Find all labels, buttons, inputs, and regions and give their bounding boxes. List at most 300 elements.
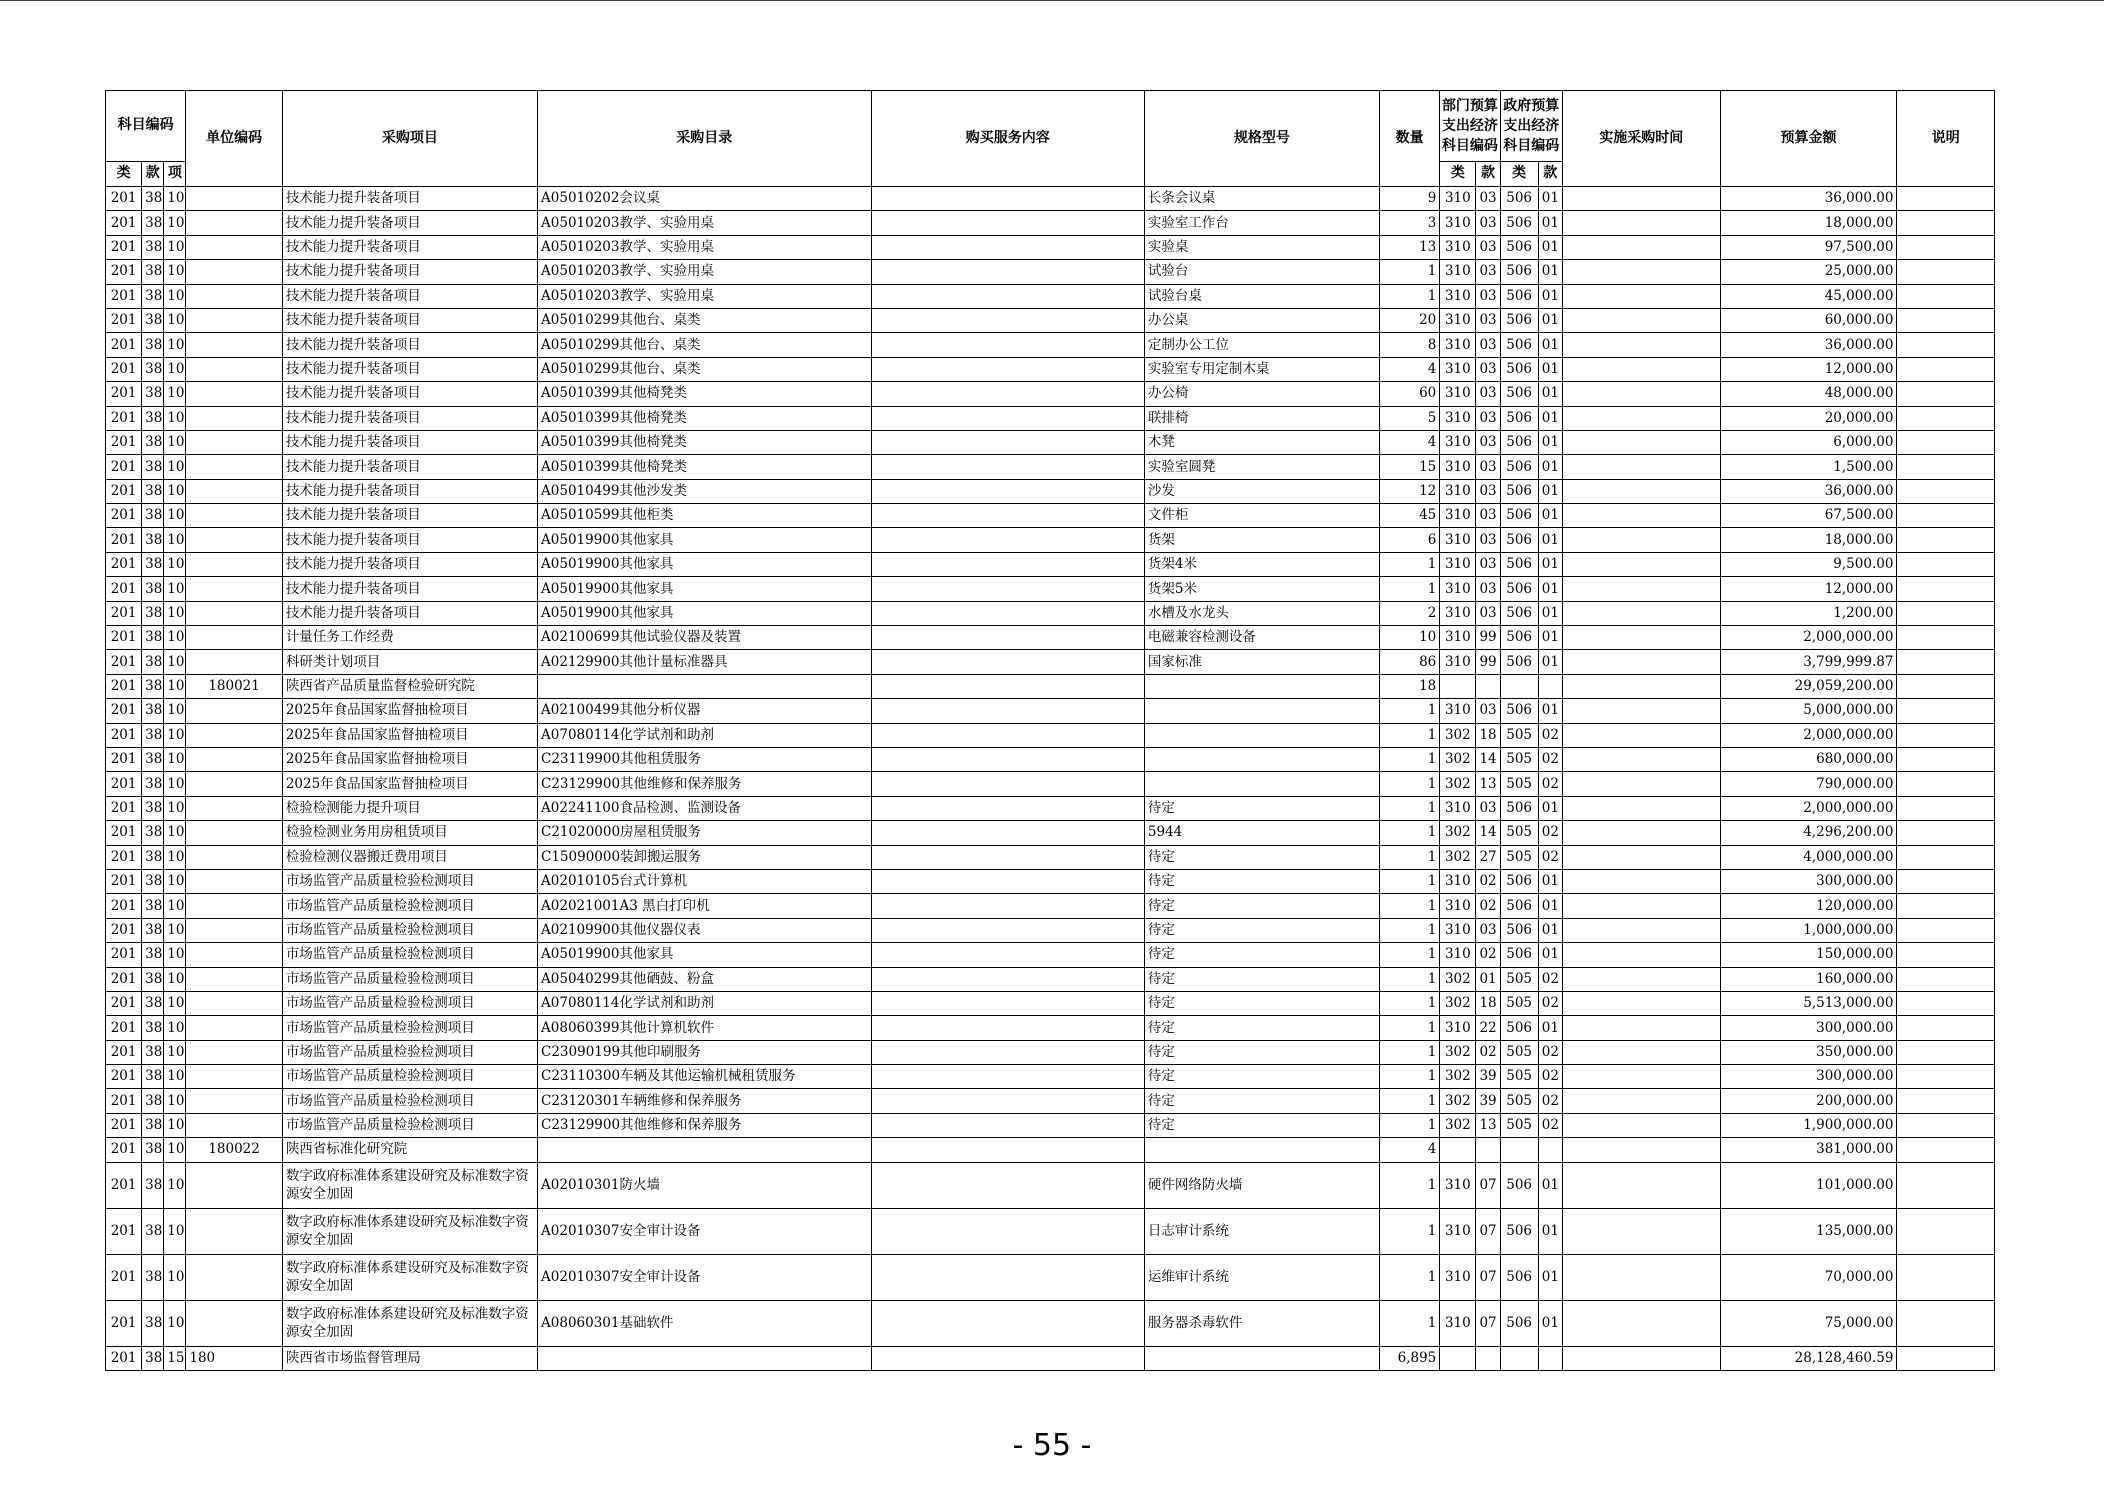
cell-project: 技术能力提升装备项目 (282, 504, 537, 528)
cell-gov-lei: 505 (1500, 845, 1538, 869)
cell-note (1897, 1138, 1995, 1162)
cell-xiang: 10 (164, 211, 186, 235)
cell-project: 技术能力提升装备项目 (282, 430, 537, 454)
procurement-table (105, 90, 1995, 1371)
cell-unit-code (186, 1254, 282, 1300)
cell-dept-lei: 302 (1440, 991, 1476, 1015)
header-xiang: 项 (164, 162, 186, 187)
cell-catalog: A05019900其他家具 (538, 528, 872, 552)
cell-unit-code (186, 1089, 282, 1113)
cell-spec: 5944 (1144, 821, 1379, 845)
cell-qty: 1 (1380, 894, 1440, 918)
cell-dept-lei: 310 (1440, 333, 1476, 357)
table-row (106, 382, 1995, 406)
cell-note (1897, 455, 1995, 479)
cell-dept-kuan: 18 (1476, 723, 1500, 747)
cell-kuan: 38 (142, 821, 164, 845)
table-row (106, 1016, 1995, 1040)
cell-unit-code (186, 650, 282, 674)
table-row (106, 869, 1995, 893)
cell-catalog: A05010299其他台、桌类 (538, 308, 872, 332)
cell-lei: 201 (106, 1300, 142, 1346)
cell-dept-kuan: 03 (1476, 577, 1500, 601)
cell-lei: 201 (106, 333, 142, 357)
cell-dept-lei: 302 (1440, 1089, 1476, 1113)
cell-gov-kuan: 01 (1538, 357, 1562, 381)
cell-amount: 36,000.00 (1720, 479, 1897, 503)
cell-lei: 201 (106, 943, 142, 967)
cell-gov-lei (1500, 674, 1538, 698)
cell-service (871, 479, 1144, 503)
table-row (106, 1300, 1995, 1346)
header-gov-econ: 政府预算支出经济科目编码 (1500, 91, 1562, 162)
cell-kuan: 38 (142, 796, 164, 820)
cell-service (871, 1346, 1144, 1370)
cell-xiang: 10 (164, 382, 186, 406)
cell-unit-code (186, 723, 282, 747)
cell-kuan: 38 (142, 1089, 164, 1113)
cell-amount: 18,000.00 (1720, 211, 1897, 235)
table-row (106, 211, 1995, 235)
cell-kuan: 38 (142, 479, 164, 503)
cell-spec (1144, 674, 1379, 698)
cell-xiang: 10 (164, 650, 186, 674)
cell-time (1562, 455, 1720, 479)
cell-time (1562, 357, 1720, 381)
cell-service (871, 918, 1144, 942)
cell-project: 检验检测仪器搬迁费用项目 (282, 845, 537, 869)
cell-kuan: 38 (142, 528, 164, 552)
table-row (106, 333, 1995, 357)
header-note: 说明 (1897, 91, 1995, 187)
cell-gov-kuan (1538, 1346, 1562, 1370)
cell-service (871, 357, 1144, 381)
cell-gov-kuan: 02 (1538, 723, 1562, 747)
cell-qty: 18 (1380, 674, 1440, 698)
cell-amount: 2,000,000.00 (1720, 626, 1897, 650)
table-row (106, 357, 1995, 381)
cell-lei: 201 (106, 1089, 142, 1113)
cell-dept-kuan: 03 (1476, 211, 1500, 235)
cell-qty: 8 (1380, 333, 1440, 357)
cell-dept-lei: 310 (1440, 284, 1476, 308)
cell-project: 技术能力提升装备项目 (282, 284, 537, 308)
cell-project: 技术能力提升装备项目 (282, 528, 537, 552)
cell-dept-lei: 302 (1440, 1040, 1476, 1064)
cell-lei: 201 (106, 723, 142, 747)
cell-time (1562, 528, 1720, 552)
cell-service (871, 1040, 1144, 1064)
cell-unit-code (186, 1162, 282, 1208)
cell-dept-kuan: 03 (1476, 308, 1500, 332)
cell-service (871, 747, 1144, 771)
cell-kuan: 38 (142, 894, 164, 918)
cell-dept-lei: 310 (1440, 382, 1476, 406)
cell-amount: 4,296,200.00 (1720, 821, 1897, 845)
cell-project: 数字政府标准体系建设研究及标准数字资源安全加固 (282, 1162, 537, 1208)
cell-amount: 120,000.00 (1720, 894, 1897, 918)
cell-project: 2025年食品国家监督抽检项目 (282, 772, 537, 796)
header-project: 采购项目 (282, 91, 537, 187)
cell-xiang: 10 (164, 967, 186, 991)
cell-note (1897, 1254, 1995, 1300)
cell-kuan: 38 (142, 1138, 164, 1162)
cell-dept-lei: 310 (1440, 479, 1476, 503)
cell-unit-code (186, 235, 282, 259)
header-dept-econ: 部门预算支出经济科目编码 (1440, 91, 1500, 162)
cell-catalog: C23110300车辆及其他运输机械租赁服务 (538, 1065, 872, 1089)
cell-gov-kuan: 01 (1538, 650, 1562, 674)
cell-time (1562, 260, 1720, 284)
cell-dept-lei (1440, 1346, 1476, 1370)
cell-xiang: 10 (164, 260, 186, 284)
cell-xiang: 10 (164, 1254, 186, 1300)
cell-lei: 201 (106, 1346, 142, 1370)
cell-gov-kuan: 01 (1538, 1162, 1562, 1208)
cell-spec (1144, 1138, 1379, 1162)
cell-catalog: C23090199其他印刷服务 (538, 1040, 872, 1064)
cell-dept-lei: 302 (1440, 747, 1476, 771)
cell-spec (1144, 1346, 1379, 1370)
cell-amount: 97,500.00 (1720, 235, 1897, 259)
cell-project: 市场监管产品质量检验检测项目 (282, 918, 537, 942)
cell-spec: 待定 (1144, 1065, 1379, 1089)
cell-dept-kuan: 03 (1476, 528, 1500, 552)
header-dept-lei: 类 (1440, 162, 1476, 187)
cell-unit-code (186, 1016, 282, 1040)
cell-xiang: 10 (164, 1089, 186, 1113)
cell-note (1897, 918, 1995, 942)
cell-note (1897, 430, 1995, 454)
cell-project: 技术能力提升装备项目 (282, 552, 537, 576)
cell-gov-kuan: 02 (1538, 991, 1562, 1015)
cell-xiang: 10 (164, 1208, 186, 1254)
cell-gov-kuan: 01 (1538, 552, 1562, 576)
cell-note (1897, 1113, 1995, 1137)
cell-project: 市场监管产品质量检验检测项目 (282, 943, 537, 967)
cell-qty: 1 (1380, 1016, 1440, 1040)
cell-gov-kuan: 02 (1538, 1065, 1562, 1089)
cell-amount: 381,000.00 (1720, 1138, 1897, 1162)
cell-xiang: 10 (164, 1065, 186, 1089)
cell-project: 技术能力提升装备项目 (282, 382, 537, 406)
cell-amount: 680,000.00 (1720, 747, 1897, 771)
cell-gov-kuan: 02 (1538, 1113, 1562, 1137)
cell-unit-code (186, 845, 282, 869)
cell-amount: 20,000.00 (1720, 406, 1897, 430)
table-row (106, 528, 1995, 552)
cell-service (871, 1065, 1144, 1089)
cell-catalog (538, 1346, 872, 1370)
table-row (106, 626, 1995, 650)
cell-catalog: A05010203教学、实验用桌 (538, 235, 872, 259)
cell-service (871, 796, 1144, 820)
cell-dept-kuan: 99 (1476, 626, 1500, 650)
cell-catalog: A05010399其他椅凳类 (538, 406, 872, 430)
cell-kuan: 38 (142, 357, 164, 381)
cell-service (871, 260, 1144, 284)
cell-kuan: 38 (142, 308, 164, 332)
cell-unit-code (186, 1040, 282, 1064)
cell-gov-kuan: 01 (1538, 796, 1562, 820)
cell-time (1562, 967, 1720, 991)
cell-note (1897, 674, 1995, 698)
cell-project: 技术能力提升装备项目 (282, 577, 537, 601)
cell-gov-lei: 506 (1500, 211, 1538, 235)
cell-amount: 300,000.00 (1720, 869, 1897, 893)
cell-dept-lei: 310 (1440, 626, 1476, 650)
cell-spec: 硬件网络防火墙 (1144, 1162, 1379, 1208)
cell-dept-lei: 310 (1440, 1254, 1476, 1300)
cell-service (871, 869, 1144, 893)
table-row (106, 918, 1995, 942)
cell-gov-kuan: 01 (1538, 479, 1562, 503)
cell-unit-code (186, 260, 282, 284)
cell-gov-kuan: 01 (1538, 235, 1562, 259)
cell-note (1897, 1300, 1995, 1346)
table-row (106, 821, 1995, 845)
cell-qty: 1 (1380, 1254, 1440, 1300)
cell-kuan: 38 (142, 601, 164, 625)
cell-spec: 办公椅 (1144, 382, 1379, 406)
cell-spec: 实验室工作台 (1144, 211, 1379, 235)
cell-lei: 201 (106, 674, 142, 698)
cell-catalog: C21020000房屋租赁服务 (538, 821, 872, 845)
cell-qty: 1 (1380, 699, 1440, 723)
cell-catalog: A02021001A3 黑白打印机 (538, 894, 872, 918)
cell-gov-lei: 506 (1500, 1016, 1538, 1040)
cell-spec (1144, 699, 1379, 723)
cell-amount: 135,000.00 (1720, 1208, 1897, 1254)
cell-amount: 60,000.00 (1720, 308, 1897, 332)
table-row (106, 235, 1995, 259)
cell-qty: 6 (1380, 528, 1440, 552)
cell-project: 技术能力提升装备项目 (282, 211, 537, 235)
cell-qty: 1 (1380, 1089, 1440, 1113)
cell-note (1897, 894, 1995, 918)
cell-amount: 3,799,999.87 (1720, 650, 1897, 674)
cell-unit-code: 180021 (186, 674, 282, 698)
cell-time (1562, 991, 1720, 1015)
cell-xiang: 15 (164, 1346, 186, 1370)
cell-note (1897, 528, 1995, 552)
cell-lei: 201 (106, 772, 142, 796)
cell-unit-code (186, 699, 282, 723)
cell-time (1562, 943, 1720, 967)
cell-note (1897, 504, 1995, 528)
cell-unit-code (186, 991, 282, 1015)
cell-dept-kuan: 03 (1476, 406, 1500, 430)
cell-catalog: A05010203教学、实验用桌 (538, 260, 872, 284)
cell-catalog: A05019900其他家具 (538, 943, 872, 967)
cell-unit-code (186, 869, 282, 893)
cell-service (871, 1162, 1144, 1208)
cell-kuan: 38 (142, 504, 164, 528)
cell-amount: 200,000.00 (1720, 1089, 1897, 1113)
cell-qty: 4 (1380, 357, 1440, 381)
cell-kuan: 38 (142, 650, 164, 674)
cell-dept-kuan: 03 (1476, 382, 1500, 406)
cell-gov-lei: 505 (1500, 991, 1538, 1015)
cell-project: 2025年食品国家监督抽检项目 (282, 723, 537, 747)
cell-dept-kuan: 18 (1476, 991, 1500, 1015)
cell-service (871, 1016, 1144, 1040)
cell-lei: 201 (106, 991, 142, 1015)
cell-spec (1144, 747, 1379, 771)
cell-xiang: 10 (164, 1016, 186, 1040)
cell-service (871, 504, 1144, 528)
cell-lei: 201 (106, 918, 142, 942)
cell-catalog: A05010203教学、实验用桌 (538, 211, 872, 235)
cell-kuan: 38 (142, 552, 164, 576)
table-row (106, 650, 1995, 674)
header-dept-kuan: 款 (1476, 162, 1500, 187)
cell-service (871, 455, 1144, 479)
cell-amount: 1,000,000.00 (1720, 918, 1897, 942)
cell-time (1562, 1300, 1720, 1346)
table-row (106, 772, 1995, 796)
cell-dept-lei: 310 (1440, 869, 1476, 893)
cell-spec (1144, 723, 1379, 747)
cell-unit-code (186, 308, 282, 332)
cell-amount: 12,000.00 (1720, 577, 1897, 601)
cell-unit-code (186, 1065, 282, 1089)
table-row (106, 991, 1995, 1015)
cell-gov-lei: 506 (1500, 308, 1538, 332)
cell-xiang: 10 (164, 772, 186, 796)
cell-note (1897, 1040, 1995, 1064)
cell-time (1562, 1138, 1720, 1162)
cell-time (1562, 747, 1720, 771)
cell-gov-lei: 506 (1500, 577, 1538, 601)
cell-dept-lei (1440, 1138, 1476, 1162)
cell-note (1897, 479, 1995, 503)
cell-gov-lei: 506 (1500, 455, 1538, 479)
cell-qty: 1 (1380, 1113, 1440, 1137)
cell-kuan: 38 (142, 723, 164, 747)
cell-amount: 101,000.00 (1720, 1162, 1897, 1208)
cell-xiang: 10 (164, 723, 186, 747)
cell-gov-kuan (1538, 1138, 1562, 1162)
cell-amount: 5,000,000.00 (1720, 699, 1897, 723)
cell-unit-code (186, 821, 282, 845)
cell-service (871, 894, 1144, 918)
cell-project: 技术能力提升装备项目 (282, 601, 537, 625)
cell-lei: 201 (106, 187, 142, 211)
cell-kuan: 38 (142, 1065, 164, 1089)
cell-unit-code (186, 504, 282, 528)
cell-service (871, 772, 1144, 796)
header-kuan: 款 (142, 162, 164, 187)
cell-gov-lei (1500, 1138, 1538, 1162)
cell-gov-kuan: 01 (1538, 187, 1562, 211)
cell-unit-code (186, 382, 282, 406)
cell-service (871, 943, 1144, 967)
cell-unit-code (186, 747, 282, 771)
cell-project: 技术能力提升装备项目 (282, 479, 537, 503)
cell-catalog: C23129900其他维修和保养服务 (538, 1113, 872, 1137)
cell-gov-lei: 506 (1500, 918, 1538, 942)
cell-service (871, 235, 1144, 259)
table-row (106, 601, 1995, 625)
cell-spec: 待定 (1144, 991, 1379, 1015)
cell-xiang: 10 (164, 333, 186, 357)
cell-catalog: A07080114化学试剂和助剂 (538, 723, 872, 747)
cell-amount: 28,128,460.59 (1720, 1346, 1897, 1370)
cell-qty: 1 (1380, 260, 1440, 284)
cell-catalog: A05010399其他椅凳类 (538, 430, 872, 454)
cell-dept-kuan: 07 (1476, 1208, 1500, 1254)
cell-kuan: 38 (142, 626, 164, 650)
cell-amount: 2,000,000.00 (1720, 796, 1897, 820)
cell-spec: 试验台 (1144, 260, 1379, 284)
cell-catalog: A05010299其他台、桌类 (538, 357, 872, 381)
cell-project: 技术能力提升装备项目 (282, 406, 537, 430)
cell-qty: 2 (1380, 601, 1440, 625)
header-service: 购买服务内容 (871, 91, 1144, 187)
cell-unit-code: 180 (186, 1346, 282, 1370)
cell-spec: 待定 (1144, 1089, 1379, 1113)
table-row (106, 674, 1995, 698)
cell-unit-code (186, 577, 282, 601)
cell-service (871, 1089, 1144, 1113)
cell-time (1562, 918, 1720, 942)
cell-gov-lei: 505 (1500, 1113, 1538, 1137)
cell-time (1562, 772, 1720, 796)
cell-project: 市场监管产品质量检验检测项目 (282, 967, 537, 991)
page-number: - 55 - (1012, 1428, 1092, 1463)
cell-unit-code (186, 626, 282, 650)
cell-dept-kuan: 22 (1476, 1016, 1500, 1040)
cell-note (1897, 187, 1995, 211)
cell-gov-lei (1500, 1346, 1538, 1370)
cell-kuan: 38 (142, 430, 164, 454)
cell-project: 技术能力提升装备项目 (282, 235, 537, 259)
cell-catalog: A02241100食品检测、监测设备 (538, 796, 872, 820)
cell-time (1562, 869, 1720, 893)
cell-qty: 1 (1380, 821, 1440, 845)
header-unit-code: 单位编码 (186, 91, 282, 187)
table-row (106, 284, 1995, 308)
cell-gov-lei: 506 (1500, 943, 1538, 967)
cell-dept-kuan: 39 (1476, 1065, 1500, 1089)
cell-time (1562, 187, 1720, 211)
cell-time (1562, 1065, 1720, 1089)
cell-kuan: 38 (142, 1162, 164, 1208)
cell-gov-lei: 505 (1500, 772, 1538, 796)
cell-service (871, 1138, 1144, 1162)
header-amount: 预算金额 (1720, 91, 1897, 187)
cell-project: 2025年食品国家监督抽检项目 (282, 699, 537, 723)
header-spec: 规格型号 (1144, 91, 1379, 187)
cell-xiang: 10 (164, 1138, 186, 1162)
cell-service (871, 333, 1144, 357)
cell-time (1562, 674, 1720, 698)
cell-time (1562, 406, 1720, 430)
cell-dept-lei: 310 (1440, 1208, 1476, 1254)
cell-lei: 201 (106, 406, 142, 430)
table-row (106, 406, 1995, 430)
cell-spec: 待定 (1144, 943, 1379, 967)
cell-dept-kuan: 03 (1476, 504, 1500, 528)
cell-time (1562, 504, 1720, 528)
cell-dept-kuan: 03 (1476, 430, 1500, 454)
cell-qty: 1 (1380, 1065, 1440, 1089)
cell-xiang: 10 (164, 235, 186, 259)
cell-catalog: A05019900其他家具 (538, 601, 872, 625)
cell-lei: 201 (106, 650, 142, 674)
cell-note (1897, 772, 1995, 796)
